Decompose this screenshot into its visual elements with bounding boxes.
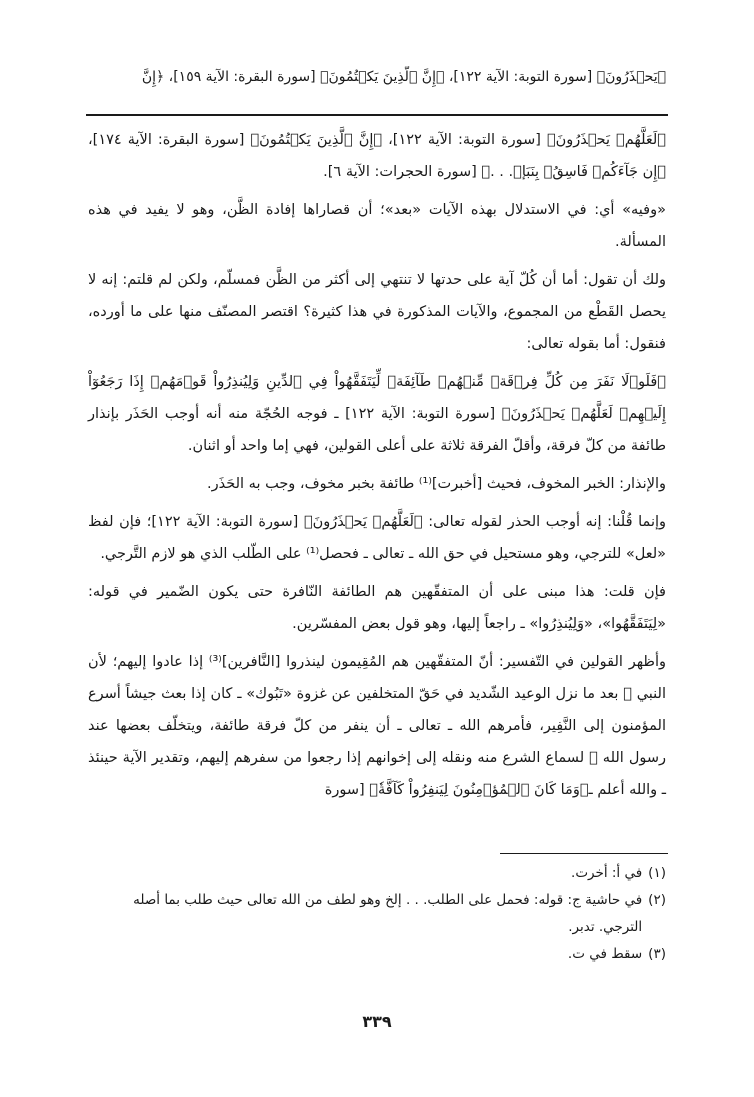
footnote-text: في حاشية ج: قوله: فحمل على الطلب. . . إلخ وهو لطف من الله تعالى حيث طلب بما أصله الترجي. تدبر. — [133, 892, 643, 935]
paragraph: فإن قلت: هذا مبنى على أن المتفقّهين هم الطائفة النّافرة حتى يكون الضّمير في قوله: «لِيَتَفَقَّهُوا»، «وَلِيُنذِرُوا» ـ راجعاً إليها، وهو قول بعض المفسّرين. — [88, 584, 666, 632]
header-divider — [86, 114, 668, 116]
main-text — [88, 124, 666, 812]
footnote — [88, 860, 666, 887]
paragraph: والإنذار: الخبر المخوف، فحيث [أخبرت]⁽¹⁾ طائفة بخبر مخوف، وجب به الحَذَر. — [207, 476, 666, 492]
footnote-number: (٢) — [648, 892, 666, 908]
footnote-number: (١) — [648, 865, 666, 881]
paragraph: وإنما قُلْنا: إنه أوجب الحذر لقوله تعالى: ﴿لَعَلَّهُمۡ يَحۡذَرُونَ﴾ [سورة التوبة: الآية ١٢٢]؛ فإن لفظ «لعل» للترجي، وهو مستحيل في حق الله ـ تعالى ـ فحصل⁽¹⁾ على الطّلب الذي هو لازم التَّرجي. — [88, 514, 667, 562]
footnote-number: (٣) — [648, 946, 666, 962]
running-header: ﴿يَحۡذَرُونَ﴾ [سورة التوبة: الآية ١٢٢]، ﴿إِنَّ ٱلَّذِينَ يَكۡتُمُونَ﴾ [سورة البقرة: الآية ١٥٩]، ﴿إِنَّ — [141, 69, 666, 85]
footnotes — [88, 860, 666, 968]
footnote — [88, 941, 666, 968]
paragraph: وأظهر القولين في التّفسير: أنّ المتفقّهين هم المُقِيمون لينذروا [النَّافرين]⁽³⁾ إذا عادوا إليهم؛ لأن النبي ﷺ بعد ما نزل الوعيد الشّديد في حَقّ المتخلفين عن غزوة «تَبُوك» ـ كان إذا بعث جيشاً أسرع المؤمنون إلى النَّفِير، فأمرهم الله ـ تعالى ـ أن ينفر من كلّ فرقة طائفة، ويتخلّف بعضها عند رسول الله ﷺ لسماع الشرع منه ونقله إلى إخوانهم إذا رجعوا من سفرهم إليهم، وتقدير الآية حينئذ ـ والله أعلم ـ﴿وَمَا كَانَ ٱلۡمُؤۡمِنُونَ لِيَنفِرُواْ كَآفَّةٗ﴾ [سورة — [88, 654, 666, 798]
paragraph: «وفيه» أي: في الاستدلال بهذه الآيات «بعد»؛ أن قصاراها إفادة الظَّن، وهو لا يفيد في هذه المسألة. — [88, 202, 666, 250]
paragraph: ﴿لَعَلَّهُمۡ يَحۡذَرُونَ﴾ [سورة التوبة: الآية ١٢٢]، ﴿إِنَّ ٱلَّذِينَ يَكۡتُمُونَ﴾ [سورة البقرة: الآية ١٧٤]، ﴿إِن جَآءَكُمۡ فَاسِقُۢ بِنَبَإٖ. . .﴾ [سورة الحجرات: الآية ٦]. — [88, 132, 666, 180]
page-number: ٣٣٩ — [362, 1012, 392, 1031]
footnote — [88, 887, 666, 941]
footnote-text: سقط في ت. — [567, 946, 643, 962]
footnote-divider — [500, 853, 668, 854]
paragraph: ﴿فَلَوۡلَا نَفَرَ مِن كُلِّ فِرۡقَةٖ مِّنۡهُمۡ طَآئِفَةٞ لِّيَتَفَقَّهُواْ فِي ٱلدِّينِ وَلِيُنذِرُواْ قَوۡمَهُمۡ إِذَا رَجَعُوٓاْ إِلَيۡهِمۡ لَعَلَّهُمۡ يَحۡذَرُونَ﴾ [سورة التوبة: الآية ١٢٢] ـ فوجه الحُجّة منه أنه أوجب الحَذَر بإنذار طائفة من كلّ فرقة، وأقلّ الفرقة ثلاثة على أعلى القولين، فهي إما واحد أو اثنان. — [88, 374, 666, 454]
paragraph: ولك أن تقول: أما أن كُلّ آية على حدتها لا تنتهي إلى أكثر من الظَّن فمسلّم، ولكن لم قلتم: إنه لا يحصل القَطْع من المجموع، والآيات المذكورة في هذا كثيرة؟ اقتصر المصنّف منها على ما أورده، فنقول: أما بقوله تعالى: — [88, 272, 666, 352]
footnote-text: في أ: أخرت. — [571, 865, 643, 881]
